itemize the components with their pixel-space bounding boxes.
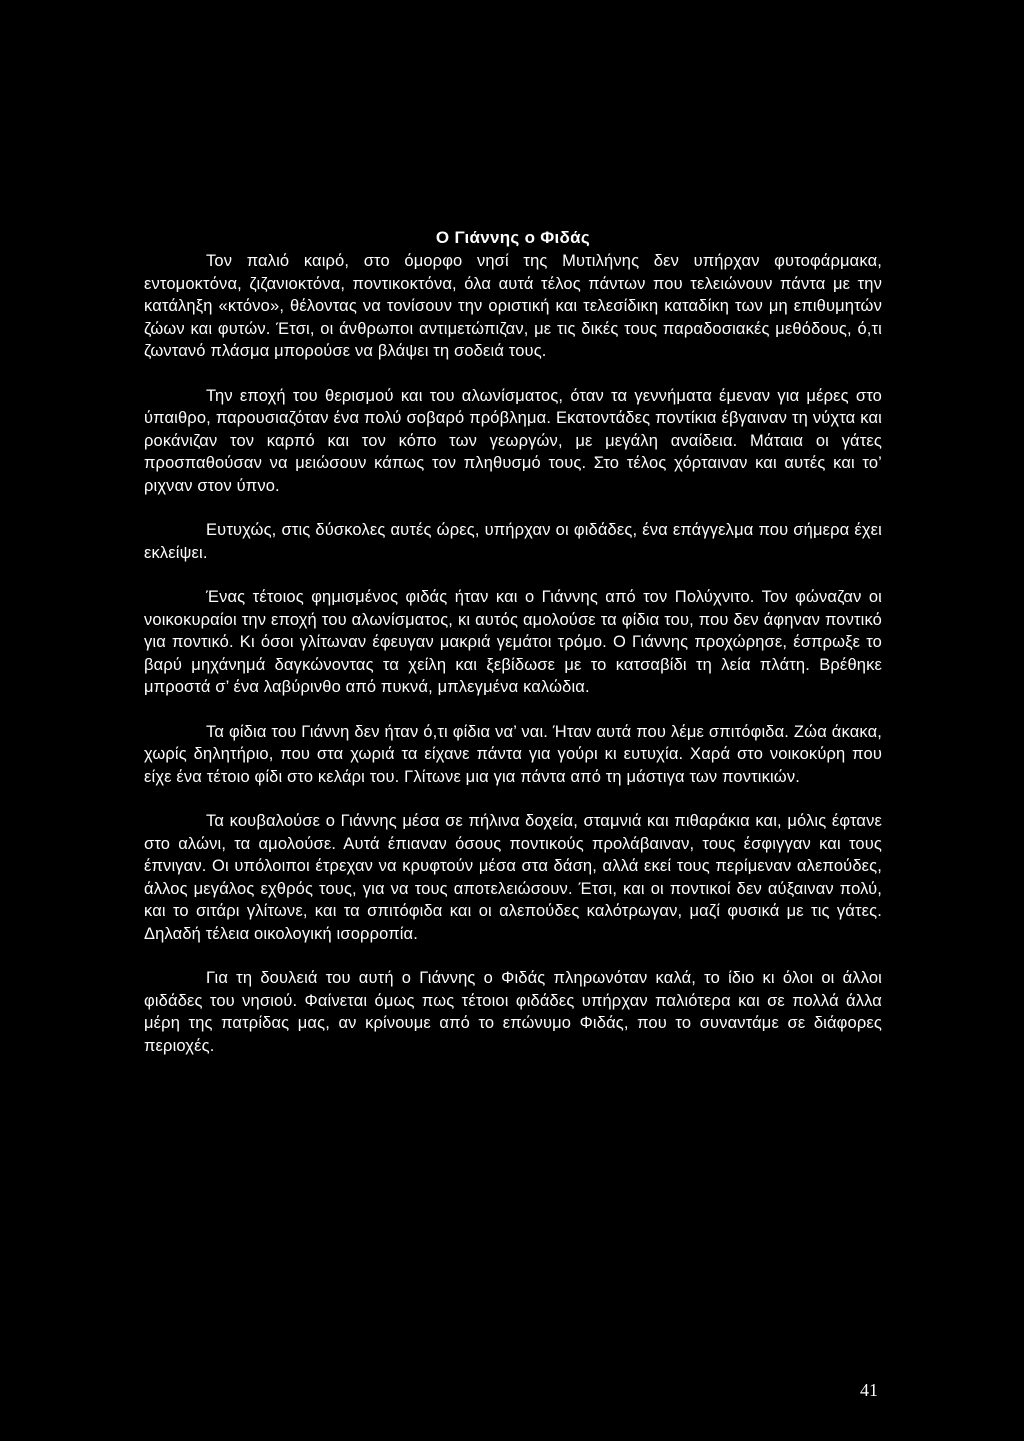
story-title: Ο Γιάννης ο Φιδάς: [435, 228, 591, 247]
paragraph-5: Τα φίδια του Γιάννη δεν ήταν ό,τι φίδια να’ ναι. Ήταν αυτά που λέμε σπιτόφιδα. Ζώα άκακα, χωρίς δηλητήριο, που στα χωριά τα είχανε πάντα για γούρι κι ευτυχία. Χαρά στο νοικοκύρη που είχε ένα τέτοιο φίδι στο κελάρι του. Γλίτωνε μια για πάντα από τη μάστιγα των ποντικιών.: [144, 722, 882, 786]
paragraph-7: Για τη δουλειά του αυτή ο Γιάννης ο Φιδάς πληρωνόταν καλά, το ίδιο κι όλοι οι άλλοι φιδάδες του νησιού. Φαίνεται όμως πως τέτοιοι φιδάδες υπήρχαν παλιότερα και σε πολλά άλλα μέρη της πατρίδας μας, αν κρίνουμε από το επώνυμο Φιδάς, που το συναντάμε σε διάφορες περιοχές.: [144, 969, 882, 1055]
paragraph-6: Τα κουβαλούσε ο Γιάννης μέσα σε πήλινα δοχεία, σταμνιά και πιθαράκια και, μόλις έφτανε στο αλώνι, τα αμολούσε. Αυτά έπιαναν όσους ποντικούς προλάβαιναν, τους έσφιγγαν και τους έπνιγαν. Οι υπόλοιποι έτρεχαν να κρυφτούν μέσα στα δάση, αλλά εκεί τους περίμεναν αλεπούδες, άλλος μεγάλος εχθρός τους, για να τους αποτελειώσουν. Έτσι, και οι ποντικοί δεν αύξαιναν πολύ, και το σιτάρι γλίτωνε, και τα σπιτόφιδα και οι αλεπούδες καλότρωγαν, μαζί φυσικά με τις γάτες. Δηλαδή τέλεια οικολογική ισορροπία.: [144, 812, 882, 943]
page-number: 41: [860, 1380, 878, 1400]
paragraph-1: Τον παλιό καιρό, στο όμορφο νησί της Μυτιλήνης δεν υπήρχαν φυτοφάρμακα, εντομοκτόνα, ζιζανιοκτόνα, ποντικοκτόνα, όλα αυτά τέλος πάντων που τελειώνουν πάντα με την κατάληξη «κτόνο», θέλοντας να τονίσουν την οριστική και τελεσίδικη καταδίκη των μη επιθυμητών ζώων και φυτών. Έτσι, οι άνθρωποι αντιμετώπιζαν, με τις δικές τους παραδοσιακές μεθόδους, ό,τι ζωντανό πλάσμα μπορούσε να βλάψει τη σοδειά τους.: [144, 252, 882, 360]
paragraph-4: Ένας τέτοιος φημισμένος φιδάς ήταν και ο Γιάννης από τον Πολύχνιτο. Τον φώναζαν οι νοικοκυραίοι την εποχή του αλωνίσματος, κι αυτός αμολούσε τα φίδια του, που δεν άφηναν ποντικό για ποντικό. Κι όσοι γλίτωναν έφευγαν μακριά γεμάτοι τρόμο. Ο Γιάννης προχώρησε, έσπρωξε το βαρύ μηχάνημά δαγκώνοντας τα χείλη και ξεβίδωσε με το κατσαβίδι τη λεία πλάτη. Βρέθηκε μπροστά σ’ ένα λαβύρινθο από πυκνά, μπλεγμένα καλώδια.: [144, 588, 882, 696]
paragraph-2: Την εποχή του θερισμού και του αλωνίσματος, όταν τα γεννήματα έμεναν για μέρες στο ύπαιθρο, παρουσιαζόταν ένα πολύ σοβαρό πρόβλημα. Εκατοντάδες ποντίκια έβγαιναν τη νύχτα και ροκάνιζαν τον καρπό και τον κόπο των γεωργών, με μεγάλη αναίδεια. Μάταια οι γάτες προσπαθούσαν να μειώσουν κάπως τον πληθυσμό τους. Στο τέλος χόρταιναν και αυτές και το’ ριχναν στον ύπνο.: [144, 386, 882, 495]
document-page: [144, 226, 882, 1057]
paragraph-3: Ευτυχώς, στις δύσκολες αυτές ώρες, υπήρχαν οι φιδάδες, ένα επάγγελμα που σήμερα έχει εκλείψει.: [144, 521, 882, 562]
